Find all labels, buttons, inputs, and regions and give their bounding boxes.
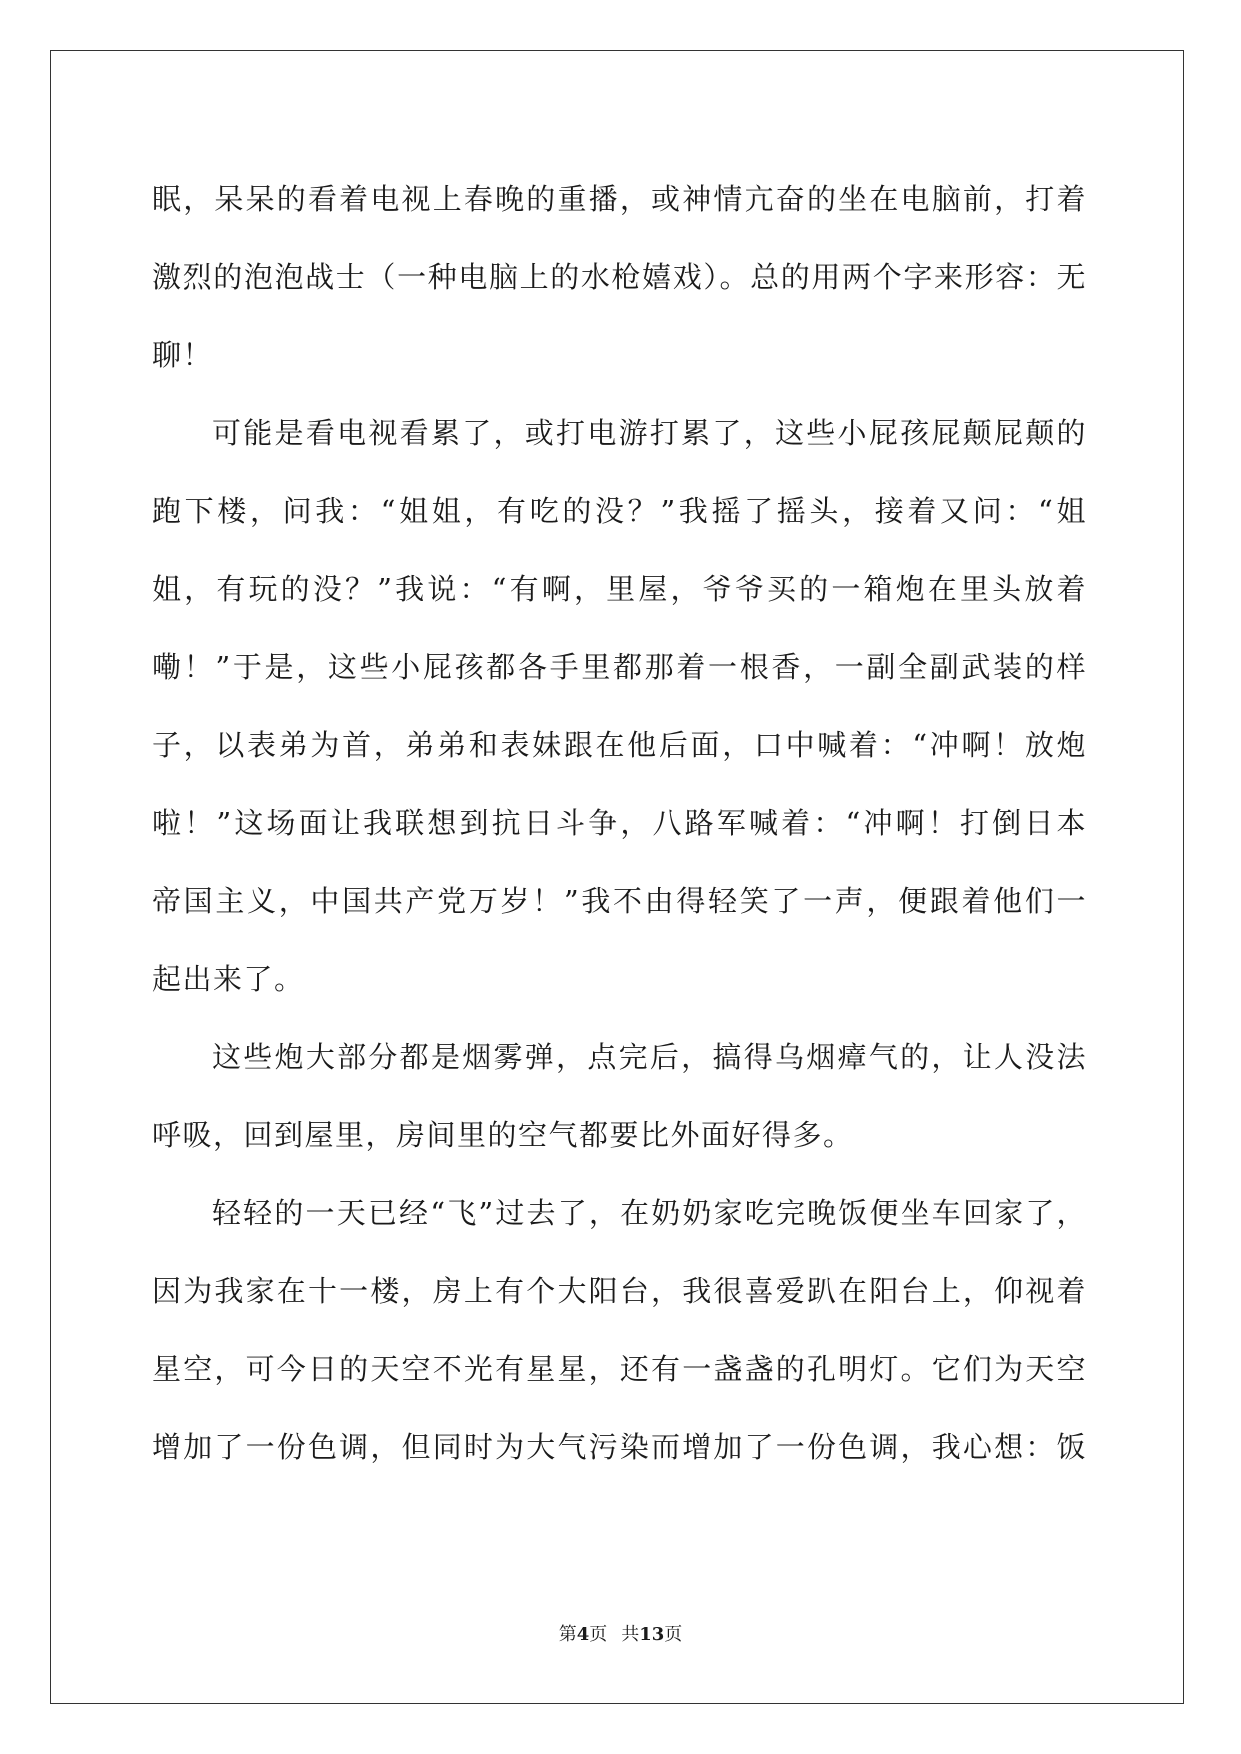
text-line: 激烈的泡泡战士（一种电脑上的水枪嬉戏）。总的用两个字来形容：无 (152, 260, 1087, 294)
page-suffix: 页 (589, 1624, 608, 1645)
text-line: 眠，呆呆的看着电视上春晚的重播，或神情亢奋的坐在电脑前，打着 (152, 182, 1087, 216)
text-line: 啦！”这场面让我联想到抗日斗争，八路军喊着：“冲啊！打倒日本 (152, 806, 1087, 840)
total-suffix: 页 (664, 1624, 683, 1645)
text-line: 聊！ (152, 338, 214, 372)
total-pages: 13 (639, 1624, 665, 1645)
text-line: 轻轻的一天已经“飞”过去了，在奶奶家吃完晚饭便坐车回家了， (212, 1196, 1087, 1230)
text-line: 呼吸，回到屋里，房间里的空气都要比外面好得多。 (152, 1118, 854, 1152)
text-line: 嘞！”于是，这些小屁孩都各手里都那着一根香，一副全副武装的样 (152, 650, 1087, 684)
text-line: 子，以表弟为首，弟弟和表妹跟在他后面，口中喊着：“冲啊！放炮 (152, 728, 1087, 762)
total-prefix: 共 (621, 1624, 640, 1645)
document-body (152, 160, 1087, 1486)
page-number: 4 (576, 1624, 590, 1645)
text-line: 因为我家在十一楼，房上有个大阳台，我很喜爱趴在阳台上，仰视着 (152, 1274, 1087, 1308)
text-line: 增加了一份色调，但同时为大气污染而增加了一份色调，我心想：饭 (152, 1430, 1087, 1464)
page-footer (0, 1620, 1241, 1646)
text-line: 跑下楼，问我：“姐姐，有吃的没？”我摇了摇头，接着又问：“姐 (152, 494, 1087, 528)
text-line: 起出来了。 (152, 962, 305, 996)
text-line: 星空，可今日的天空不光有星星，还有一盏盏的孔明灯。它们为天空 (152, 1352, 1087, 1386)
text-line: 可能是看电视看累了，或打电游打累了，这些小屁孩屁颠屁颠的 (212, 416, 1087, 450)
text-line: 姐，有玩的没？”我说：“有啊，里屋，爷爷买的一箱炮在里头放着 (152, 572, 1087, 606)
text-line: 帝国主义，中国共产党万岁！”我不由得轻笑了一声，便跟着他们一 (152, 884, 1087, 918)
text-line: 这些炮大部分都是烟雾弹，点完后，搞得乌烟瘴气的，让人没法 (212, 1040, 1087, 1074)
page-prefix: 第 (558, 1624, 577, 1645)
